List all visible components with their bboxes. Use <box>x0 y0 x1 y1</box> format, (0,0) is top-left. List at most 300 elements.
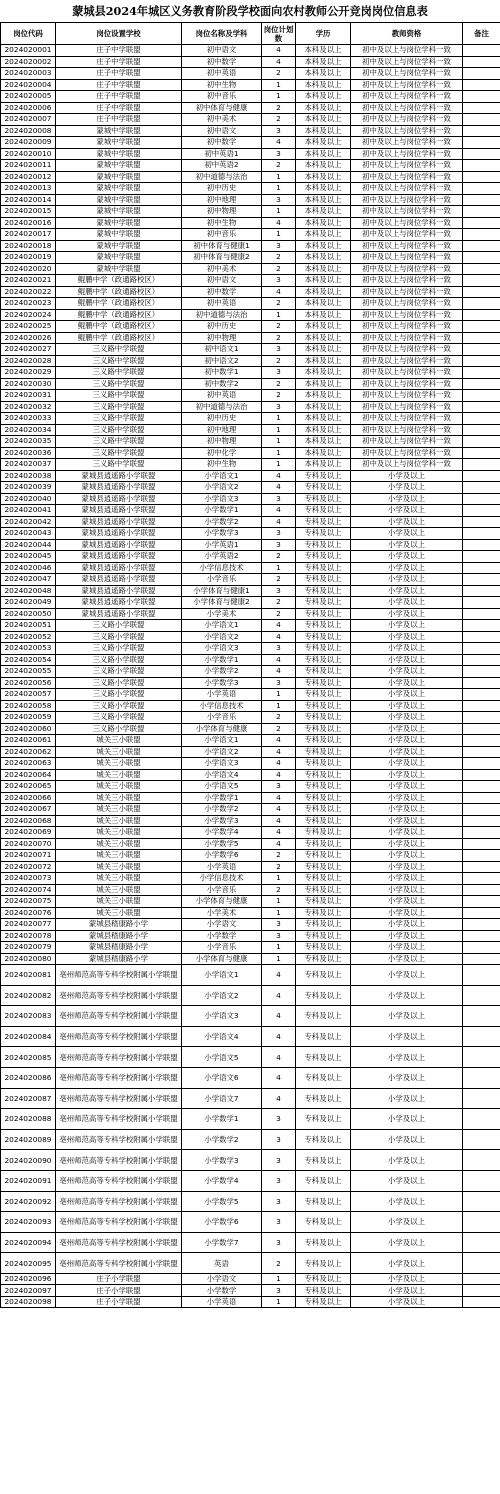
cell-code: 2024020086 <box>1 1067 56 1088</box>
cell-remarks <box>463 827 500 839</box>
table-row <box>1 1253 500 1274</box>
cell-remarks <box>463 413 500 425</box>
cell-quota: 4 <box>262 758 296 770</box>
cell-remarks <box>463 206 500 218</box>
cell-code: 2024020008 <box>1 125 56 137</box>
cell-remarks <box>463 79 500 91</box>
cell-remarks <box>463 286 500 298</box>
cell-qualification: 初中及以上与岗位学科一致 <box>351 309 463 321</box>
cell-education: 专科及以上 <box>296 689 351 701</box>
cell-code: 2024020059 <box>1 712 56 724</box>
cell-quota: 1 <box>262 424 296 436</box>
cell-code: 2024020006 <box>1 102 56 114</box>
table-row <box>1 735 500 747</box>
cell-school: 三义路中学联盟 <box>56 390 182 402</box>
cell-quota: 2 <box>262 160 296 172</box>
cell-qualification: 初中及以上与岗位学科一致 <box>351 102 463 114</box>
cell-school: 蒙城县逍遥路小学联盟 <box>56 493 182 505</box>
cell-school: 城关三小联盟 <box>56 907 182 919</box>
cell-qualification: 初中及以上与岗位学科一致 <box>351 194 463 206</box>
cell-code: 2024020064 <box>1 769 56 781</box>
cell-remarks <box>463 574 500 586</box>
cell-code: 2024020016 <box>1 217 56 229</box>
cell-education: 专科及以上 <box>296 746 351 758</box>
cell-qualification: 初中及以上与岗位学科一致 <box>351 424 463 436</box>
table-row <box>1 321 500 333</box>
cell-position: 小学语文1 <box>182 965 262 986</box>
cell-quota: 1 <box>262 413 296 425</box>
cell-quota: 4 <box>262 1006 296 1027</box>
cell-code: 2024020029 <box>1 367 56 379</box>
cell-remarks <box>463 470 500 482</box>
cell-school: 蒙城中学联盟 <box>56 252 182 264</box>
table-row <box>1 493 500 505</box>
cell-education: 专科及以上 <box>296 654 351 666</box>
cell-education: 本科及以上 <box>296 459 351 471</box>
cell-remarks <box>463 551 500 563</box>
cell-school: 蒙城县逍遥路小学联盟 <box>56 597 182 609</box>
cell-quota: 4 <box>262 985 296 1006</box>
cell-qualification: 初中及以上与岗位学科一致 <box>351 252 463 264</box>
cell-education: 专科及以上 <box>296 620 351 632</box>
cell-quota: 3 <box>262 585 296 597</box>
cell-school: 三义路中学联盟 <box>56 459 182 471</box>
cell-remarks <box>463 884 500 896</box>
cell-remarks <box>463 804 500 816</box>
cell-school: 蒙城县逍遥路小学联盟 <box>56 516 182 528</box>
cell-quota: 4 <box>262 1067 296 1088</box>
cell-quota: 2 <box>262 597 296 609</box>
cell-education: 专科及以上 <box>296 792 351 804</box>
cell-school: 庄子中学联盟 <box>56 45 182 57</box>
table-row <box>1 666 500 678</box>
cell-school: 亳州师范高等专科学校附属小学联盟 <box>56 1253 182 1274</box>
table-row <box>1 183 500 195</box>
cell-quota: 1 <box>262 689 296 701</box>
cell-qualification: 初中及以上与岗位学科一致 <box>351 413 463 425</box>
cell-school: 蒙城县逍遥路小学联盟 <box>56 585 182 597</box>
cell-code: 2024020002 <box>1 56 56 68</box>
cell-position: 初中数学 <box>182 137 262 149</box>
cell-position: 初中语文 <box>182 275 262 287</box>
cell-quota: 4 <box>262 792 296 804</box>
cell-quota: 4 <box>262 769 296 781</box>
cell-education: 本科及以上 <box>296 332 351 344</box>
cell-remarks <box>463 723 500 735</box>
table-row <box>1 1129 500 1150</box>
cell-qualification: 小学及以上 <box>351 608 463 620</box>
cell-remarks <box>463 160 500 172</box>
cell-qualification: 初中及以上与岗位学科一致 <box>351 378 463 390</box>
cell-position: 小学英语2 <box>182 551 262 563</box>
cell-education: 专科及以上 <box>296 1253 351 1274</box>
table-row <box>1 470 500 482</box>
cell-qualification: 小学及以上 <box>351 551 463 563</box>
cell-education: 专科及以上 <box>296 827 351 839</box>
cell-remarks <box>463 666 500 678</box>
table-row <box>1 574 500 586</box>
cell-code: 2024020067 <box>1 804 56 816</box>
cell-qualification: 初中及以上与岗位学科一致 <box>351 401 463 413</box>
cell-position: 小学音乐 <box>182 942 262 954</box>
cell-quota: 4 <box>262 631 296 643</box>
cell-position: 小学语文5 <box>182 781 262 793</box>
cell-education: 专科及以上 <box>296 585 351 597</box>
cell-code: 2024020023 <box>1 298 56 310</box>
cell-remarks <box>463 942 500 954</box>
cell-school: 蒙城县逍遥路小学联盟 <box>56 505 182 517</box>
cell-education: 专科及以上 <box>296 884 351 896</box>
cell-code: 2024020063 <box>1 758 56 770</box>
cell-qualification: 小学及以上 <box>351 985 463 1006</box>
cell-position: 初中英语2 <box>182 160 262 172</box>
cell-school: 亳州师范高等专科学校附属小学联盟 <box>56 1232 182 1253</box>
cell-position: 小学数学2 <box>182 804 262 816</box>
cell-code: 2024020053 <box>1 643 56 655</box>
cell-position: 初中英语 <box>182 298 262 310</box>
cell-education: 本科及以上 <box>296 367 351 379</box>
cell-quota: 1 <box>262 953 296 965</box>
cell-qualification: 小学及以上 <box>351 861 463 873</box>
cell-position: 小学语文7 <box>182 1088 262 1109</box>
table-row <box>1 516 500 528</box>
cell-code: 2024020005 <box>1 91 56 103</box>
cell-code: 2024020049 <box>1 597 56 609</box>
cell-education: 专科及以上 <box>296 505 351 517</box>
cell-code: 2024020085 <box>1 1047 56 1068</box>
cell-code: 2024020042 <box>1 516 56 528</box>
cell-remarks <box>463 700 500 712</box>
cell-school: 亳州师范高等专科学校附属小学联盟 <box>56 1047 182 1068</box>
cell-code: 2024020083 <box>1 1006 56 1027</box>
cell-school: 蒙城中学联盟 <box>56 160 182 172</box>
cell-code: 2024020045 <box>1 551 56 563</box>
cell-education: 本科及以上 <box>296 298 351 310</box>
cell-quota: 4 <box>262 56 296 68</box>
cell-quota: 3 <box>262 1109 296 1130</box>
cell-quota: 4 <box>262 1088 296 1109</box>
cell-remarks <box>463 608 500 620</box>
cell-qualification: 初中及以上与岗位学科一致 <box>351 229 463 241</box>
cell-code: 2024020098 <box>1 1296 56 1308</box>
cell-code: 2024020078 <box>1 930 56 942</box>
cell-position: 小学英语 <box>182 1296 262 1308</box>
cell-quota: 3 <box>262 1285 296 1297</box>
cell-school: 亳州师范高等专科学校附属小学联盟 <box>56 1170 182 1191</box>
cell-qualification: 初中及以上与岗位学科一致 <box>351 240 463 252</box>
cell-qualification: 初中及以上与岗位学科一致 <box>351 160 463 172</box>
table-row <box>1 597 500 609</box>
table-row <box>1 643 500 655</box>
cell-qualification: 小学及以上 <box>351 493 463 505</box>
cell-school: 庄子中学联盟 <box>56 102 182 114</box>
cell-quota: 2 <box>262 723 296 735</box>
cell-remarks <box>463 367 500 379</box>
table-row <box>1 781 500 793</box>
cell-school: 亳州师范高等专科学校附属小学联盟 <box>56 1129 182 1150</box>
cell-remarks <box>463 102 500 114</box>
cell-remarks <box>463 45 500 57</box>
table-row <box>1 1296 500 1308</box>
header-position: 岗位名称及学科 <box>182 23 262 45</box>
cell-remarks <box>463 1026 500 1047</box>
cell-position: 小学数学5 <box>182 838 262 850</box>
cell-qualification: 小学及以上 <box>351 677 463 689</box>
cell-education: 本科及以上 <box>296 263 351 275</box>
table-row <box>1 390 500 402</box>
cell-position: 初中语文 <box>182 125 262 137</box>
cell-school: 三义路小学联盟 <box>56 712 182 724</box>
table-row <box>1 56 500 68</box>
positions-table <box>0 22 500 1308</box>
cell-qualification: 小学及以上 <box>351 942 463 954</box>
cell-school: 城关三小联盟 <box>56 746 182 758</box>
cell-education: 专科及以上 <box>296 723 351 735</box>
cell-remarks <box>463 1170 500 1191</box>
cell-remarks <box>463 516 500 528</box>
cell-position: 小学数学6 <box>182 1212 262 1233</box>
table-row <box>1 985 500 1006</box>
cell-school: 城关三小联盟 <box>56 850 182 862</box>
cell-position: 小学数学2 <box>182 666 262 678</box>
cell-school: 鲲鹏中学（政通路校区） <box>56 309 182 321</box>
cell-position: 小学语文2 <box>182 482 262 494</box>
cell-education: 专科及以上 <box>296 953 351 965</box>
table-row <box>1 309 500 321</box>
cell-position: 小学语文3 <box>182 758 262 770</box>
cell-quota: 4 <box>262 735 296 747</box>
cell-education: 专科及以上 <box>296 712 351 724</box>
cell-position: 小学英语1 <box>182 539 262 551</box>
cell-qualification: 小学及以上 <box>351 1296 463 1308</box>
cell-qualification: 初中及以上与岗位学科一致 <box>351 321 463 333</box>
cell-school: 城关三小联盟 <box>56 758 182 770</box>
cell-education: 专科及以上 <box>296 643 351 655</box>
cell-code: 2024020021 <box>1 275 56 287</box>
cell-position: 初中历史 <box>182 321 262 333</box>
cell-education: 专科及以上 <box>296 1026 351 1047</box>
cell-code: 2024020071 <box>1 850 56 862</box>
cell-education: 本科及以上 <box>296 45 351 57</box>
cell-code: 2024020081 <box>1 965 56 986</box>
cell-code: 2024020048 <box>1 585 56 597</box>
cell-position: 小学体育与健康2 <box>182 597 262 609</box>
cell-school: 蒙城中学联盟 <box>56 148 182 160</box>
cell-qualification: 小学及以上 <box>351 1212 463 1233</box>
cell-school: 三义路小学联盟 <box>56 689 182 701</box>
cell-school: 城关三小联盟 <box>56 781 182 793</box>
table-row <box>1 942 500 954</box>
cell-quota: 3 <box>262 781 296 793</box>
cell-remarks <box>463 1191 500 1212</box>
cell-qualification: 小学及以上 <box>351 654 463 666</box>
table-row <box>1 148 500 160</box>
cell-code: 2024020079 <box>1 942 56 954</box>
cell-school: 亳州师范高等专科学校附属小学联盟 <box>56 1212 182 1233</box>
cell-remarks <box>463 919 500 931</box>
cell-qualification: 小学及以上 <box>351 1150 463 1171</box>
cell-position: 小学数学3 <box>182 1150 262 1171</box>
cell-code: 2024020060 <box>1 723 56 735</box>
cell-education: 专科及以上 <box>296 758 351 770</box>
cell-qualification: 小学及以上 <box>351 873 463 885</box>
cell-qualification: 小学及以上 <box>351 470 463 482</box>
cell-remarks <box>463 769 500 781</box>
cell-school: 城关三小联盟 <box>56 861 182 873</box>
table-row <box>1 447 500 459</box>
cell-position: 小学语文2 <box>182 985 262 1006</box>
cell-remarks <box>463 735 500 747</box>
cell-code: 2024020074 <box>1 884 56 896</box>
cell-code: 2024020091 <box>1 1170 56 1191</box>
cell-school: 蒙城县逍遥路小学联盟 <box>56 539 182 551</box>
cell-school: 蒙城中学联盟 <box>56 263 182 275</box>
cell-quota: 2 <box>262 252 296 264</box>
header-education: 学历 <box>296 23 351 45</box>
cell-school: 三义路中学联盟 <box>56 344 182 356</box>
cell-code: 2024020066 <box>1 792 56 804</box>
cell-code: 2024020017 <box>1 229 56 241</box>
cell-remarks <box>463 585 500 597</box>
cell-education: 本科及以上 <box>296 401 351 413</box>
cell-position: 小学数学3 <box>182 677 262 689</box>
cell-school: 庄子小学联盟 <box>56 1296 182 1308</box>
cell-code: 2024020032 <box>1 401 56 413</box>
cell-school: 亳州师范高等专科学校附属小学联盟 <box>56 1006 182 1027</box>
cell-qualification: 初中及以上与岗位学科一致 <box>351 68 463 80</box>
cell-education: 专科及以上 <box>296 470 351 482</box>
table-row <box>1 355 500 367</box>
cell-school: 鲲鹏中学（政通路校区） <box>56 298 182 310</box>
cell-remarks <box>463 850 500 862</box>
cell-quota: 4 <box>262 45 296 57</box>
cell-code: 2024020013 <box>1 183 56 195</box>
cell-qualification: 小学及以上 <box>351 723 463 735</box>
cell-remarks <box>463 965 500 986</box>
table-row <box>1 919 500 931</box>
cell-quota: 3 <box>262 1232 296 1253</box>
cell-remarks <box>463 114 500 126</box>
cell-position: 小学数学2 <box>182 1129 262 1150</box>
table-row <box>1 804 500 816</box>
cell-remarks <box>463 1253 500 1274</box>
table-row <box>1 1285 500 1297</box>
table-row <box>1 562 500 574</box>
cell-position: 小学音乐 <box>182 712 262 724</box>
cell-education: 专科及以上 <box>296 528 351 540</box>
cell-position: 初中数学1 <box>182 367 262 379</box>
cell-remarks <box>463 390 500 402</box>
cell-code: 2024020062 <box>1 746 56 758</box>
cell-school: 三义路中学联盟 <box>56 401 182 413</box>
cell-quota: 2 <box>262 551 296 563</box>
cell-education: 专科及以上 <box>296 769 351 781</box>
cell-qualification: 初中及以上与岗位学科一致 <box>351 137 463 149</box>
cell-quota: 1 <box>262 1273 296 1285</box>
cell-position: 小学数学7 <box>182 1232 262 1253</box>
cell-remarks <box>463 896 500 908</box>
cell-quota: 2 <box>262 574 296 586</box>
cell-code: 2024020036 <box>1 447 56 459</box>
cell-code: 2024020012 <box>1 171 56 183</box>
cell-qualification: 小学及以上 <box>351 585 463 597</box>
cell-quota: 2 <box>262 1253 296 1274</box>
cell-education: 专科及以上 <box>296 815 351 827</box>
cell-education: 专科及以上 <box>296 574 351 586</box>
cell-position: 小学数学 <box>182 930 262 942</box>
cell-quota: 3 <box>262 401 296 413</box>
cell-school: 蒙城县逍遥路小学联盟 <box>56 574 182 586</box>
cell-remarks <box>463 355 500 367</box>
cell-education: 专科及以上 <box>296 551 351 563</box>
table-row <box>1 585 500 597</box>
table-row <box>1 838 500 850</box>
cell-code: 2024020058 <box>1 700 56 712</box>
cell-education: 专科及以上 <box>296 1129 351 1150</box>
cell-remarks <box>463 275 500 287</box>
cell-school: 蒙城中学联盟 <box>56 183 182 195</box>
cell-quota: 3 <box>262 1212 296 1233</box>
cell-education: 专科及以上 <box>296 1150 351 1171</box>
cell-position: 小学数学1 <box>182 654 262 666</box>
table-row <box>1 1150 500 1171</box>
cell-remarks <box>463 482 500 494</box>
cell-code: 2024020028 <box>1 355 56 367</box>
cell-qualification: 小学及以上 <box>351 965 463 986</box>
cell-remarks <box>463 1273 500 1285</box>
table-row <box>1 114 500 126</box>
cell-qualification: 小学及以上 <box>351 1170 463 1191</box>
cell-school: 蒙城中学联盟 <box>56 171 182 183</box>
cell-education: 本科及以上 <box>296 137 351 149</box>
cell-code: 2024020024 <box>1 309 56 321</box>
cell-education: 本科及以上 <box>296 309 351 321</box>
cell-quota: 4 <box>262 827 296 839</box>
cell-education: 专科及以上 <box>296 838 351 850</box>
cell-education: 专科及以上 <box>296 942 351 954</box>
cell-education: 本科及以上 <box>296 436 351 448</box>
cell-qualification: 初中及以上与岗位学科一致 <box>351 263 463 275</box>
cell-quota: 2 <box>262 298 296 310</box>
cell-qualification: 小学及以上 <box>351 804 463 816</box>
cell-quota: 3 <box>262 148 296 160</box>
table-header-row <box>1 23 500 45</box>
cell-position: 初中语文1 <box>182 344 262 356</box>
cell-position: 小学语文6 <box>182 1067 262 1088</box>
cell-remarks <box>463 137 500 149</box>
cell-remarks <box>463 332 500 344</box>
cell-position: 初中物理 <box>182 436 262 448</box>
cell-school: 三义路小学联盟 <box>56 643 182 655</box>
cell-code: 2024020035 <box>1 436 56 448</box>
cell-position: 初中生物 <box>182 79 262 91</box>
cell-code: 2024020069 <box>1 827 56 839</box>
cell-qualification: 小学及以上 <box>351 1088 463 1109</box>
cell-remarks <box>463 620 500 632</box>
cell-school: 蒙城中学联盟 <box>56 240 182 252</box>
cell-remarks <box>463 838 500 850</box>
cell-code: 2024020087 <box>1 1088 56 1109</box>
cell-school: 城关三小联盟 <box>56 896 182 908</box>
cell-qualification: 初中及以上与岗位学科一致 <box>351 148 463 160</box>
cell-qualification: 初中及以上与岗位学科一致 <box>351 183 463 195</box>
cell-qualification: 小学及以上 <box>351 930 463 942</box>
cell-qualification: 初中及以上与岗位学科一致 <box>351 355 463 367</box>
cell-code: 2024020027 <box>1 344 56 356</box>
table-row <box>1 367 500 379</box>
cell-school: 亳州师范高等专科学校附属小学联盟 <box>56 1191 182 1212</box>
table-row <box>1 539 500 551</box>
